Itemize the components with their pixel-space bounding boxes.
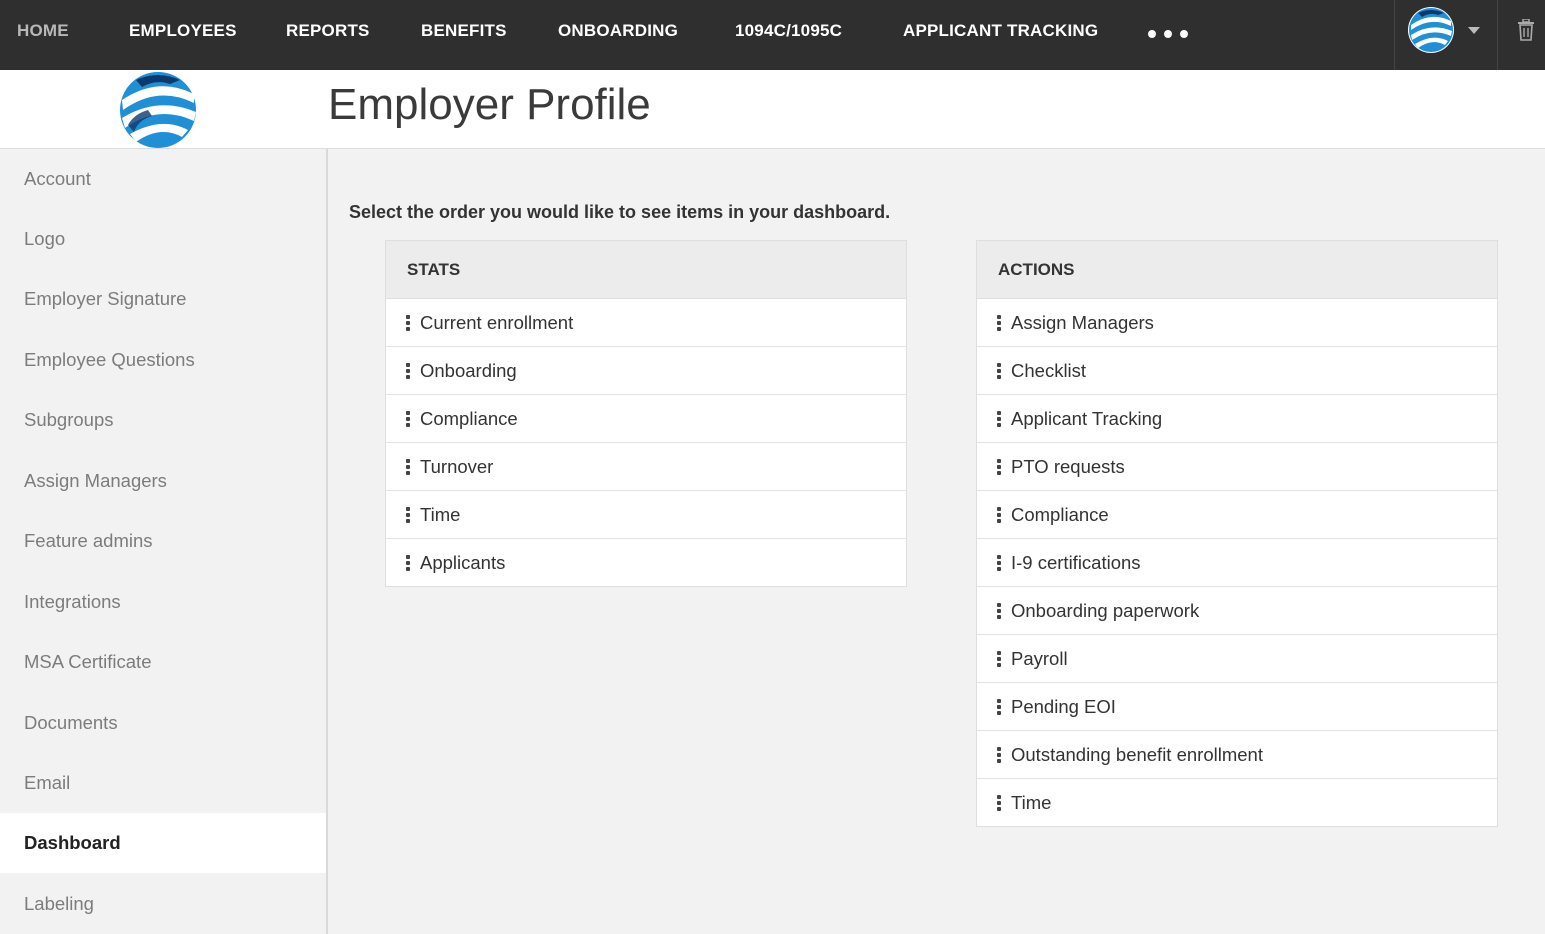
- sidebar-item-logo[interactable]: Logo: [24, 228, 66, 249]
- drag-handle-icon[interactable]: [997, 747, 1001, 763]
- avatar-globe-icon[interactable]: [1408, 7, 1454, 53]
- caret-down-icon[interactable]: [1468, 27, 1480, 34]
- sidebar-item-email[interactable]: Email: [24, 772, 71, 793]
- drag-handle-icon[interactable]: [406, 459, 410, 475]
- actions-row-label: Onboarding paperwork: [1011, 600, 1200, 621]
- actions-row[interactable]: [977, 587, 1497, 635]
- drag-handle-icon[interactable]: [997, 795, 1001, 811]
- sidebar-item-employee-questions[interactable]: Employee Questions: [24, 349, 195, 370]
- sidebar-item-subgroups[interactable]: Subgroups: [24, 409, 114, 430]
- page-title: Employer Profile: [328, 80, 651, 129]
- actions-panel-title: ACTIONS: [977, 241, 1497, 299]
- drag-handle-icon[interactable]: [997, 459, 1001, 475]
- drag-handle-icon[interactable]: [406, 507, 410, 523]
- actions-row[interactable]: [977, 491, 1497, 539]
- actions-row[interactable]: [977, 779, 1497, 826]
- actions-row-label: PTO requests: [1011, 456, 1125, 477]
- drag-handle-icon[interactable]: [406, 315, 410, 331]
- nav-reports[interactable]: REPORTS: [286, 21, 370, 40]
- actions-row[interactable]: [977, 443, 1497, 491]
- sidebar-item-assign-managers[interactable]: Assign Managers: [24, 470, 167, 491]
- actions-row-label: Outstanding benefit enrollment: [1011, 744, 1263, 765]
- sidebar: [0, 149, 328, 934]
- nav-benefits[interactable]: BENEFITS: [421, 21, 507, 40]
- drag-handle-icon[interactable]: [997, 411, 1001, 427]
- more-dots-icon[interactable]: [1146, 23, 1190, 41]
- actions-row-label: Applicant Tracking: [1011, 408, 1163, 429]
- actions-row-label: I-9 certifications: [1011, 552, 1141, 573]
- drag-handle-icon[interactable]: [997, 651, 1001, 667]
- actions-row-label: Time: [1011, 792, 1052, 813]
- sidebar-item-dashboard[interactable]: Dashboard: [0, 813, 326, 873]
- drag-handle-icon[interactable]: [997, 555, 1001, 571]
- actions-row[interactable]: [977, 635, 1497, 683]
- sidebar-item-employer-signature[interactable]: Employer Signature: [24, 288, 187, 309]
- actions-row-label: Assign Managers: [1011, 312, 1154, 333]
- actions-row-label: Compliance: [1011, 504, 1109, 525]
- stats-row[interactable]: [386, 395, 906, 443]
- drag-handle-icon[interactable]: [997, 315, 1001, 331]
- nav-home[interactable]: HOME: [17, 21, 69, 40]
- stats-row-label: Applicants: [420, 552, 506, 573]
- stats-row[interactable]: [386, 443, 906, 491]
- actions-row[interactable]: [977, 299, 1497, 347]
- sidebar-item-feature-admins[interactable]: Feature admins: [24, 530, 153, 551]
- nav-divider: [1497, 0, 1498, 70]
- actions-row-label: Checklist: [1011, 360, 1087, 381]
- stats-row-label: Compliance: [420, 408, 518, 429]
- stats-row-label: Time: [420, 504, 461, 525]
- actions-row[interactable]: [977, 683, 1497, 731]
- dashboard-order-instruction: Select the order you would like to see items in your dashboard.: [349, 202, 891, 222]
- drag-handle-icon[interactable]: [997, 507, 1001, 523]
- actions-row-label: Pending EOI: [1011, 696, 1116, 717]
- actions-row[interactable]: [977, 347, 1497, 395]
- sidebar-item-account[interactable]: Account: [24, 168, 91, 189]
- sidebar-item-msa-certificate[interactable]: MSA Certificate: [24, 651, 152, 672]
- actions-row-label: Payroll: [1011, 648, 1068, 669]
- nav-divider: [1394, 0, 1395, 70]
- drag-handle-icon[interactable]: [997, 363, 1001, 379]
- stats-row[interactable]: [386, 491, 906, 539]
- nav-applicant-tracking[interactable]: APPLICANT TRACKING: [903, 21, 1099, 40]
- drag-handle-icon[interactable]: [997, 603, 1001, 619]
- stats-list: [386, 299, 906, 586]
- sidebar-item-documents[interactable]: Documents: [24, 712, 118, 733]
- actions-row[interactable]: [977, 539, 1497, 587]
- stats-row[interactable]: [386, 299, 906, 347]
- drag-handle-icon[interactable]: [406, 555, 410, 571]
- stats-row-label: Current enrollment: [420, 312, 574, 333]
- globe-logo-icon: [118, 70, 198, 150]
- top-nav-bar: [0, 0, 1545, 70]
- stats-row[interactable]: [386, 539, 906, 586]
- stats-row-label: Onboarding: [420, 360, 517, 381]
- nav-employees[interactable]: EMPLOYEES: [129, 21, 237, 40]
- stats-row-label: Turnover: [420, 456, 494, 477]
- actions-panel: [976, 240, 1498, 827]
- drag-handle-icon[interactable]: [997, 699, 1001, 715]
- actions-row[interactable]: [977, 731, 1497, 779]
- drag-handle-icon[interactable]: [406, 411, 410, 427]
- nav-1094c-1095c[interactable]: 1094C/1095C: [735, 21, 843, 40]
- nav-onboarding[interactable]: ONBOARDING: [558, 21, 679, 40]
- stats-panel: [385, 240, 907, 587]
- sidebar-item-integrations[interactable]: Integrations: [24, 591, 121, 612]
- sidebar-item-labeling[interactable]: Labeling: [24, 893, 94, 914]
- page-header: [0, 70, 1545, 149]
- actions-row[interactable]: [977, 395, 1497, 443]
- drag-handle-icon[interactable]: [406, 363, 410, 379]
- stats-panel-title: STATS: [386, 241, 906, 299]
- trash-icon[interactable]: [1516, 19, 1536, 41]
- stats-row[interactable]: [386, 347, 906, 395]
- actions-list: [977, 299, 1497, 826]
